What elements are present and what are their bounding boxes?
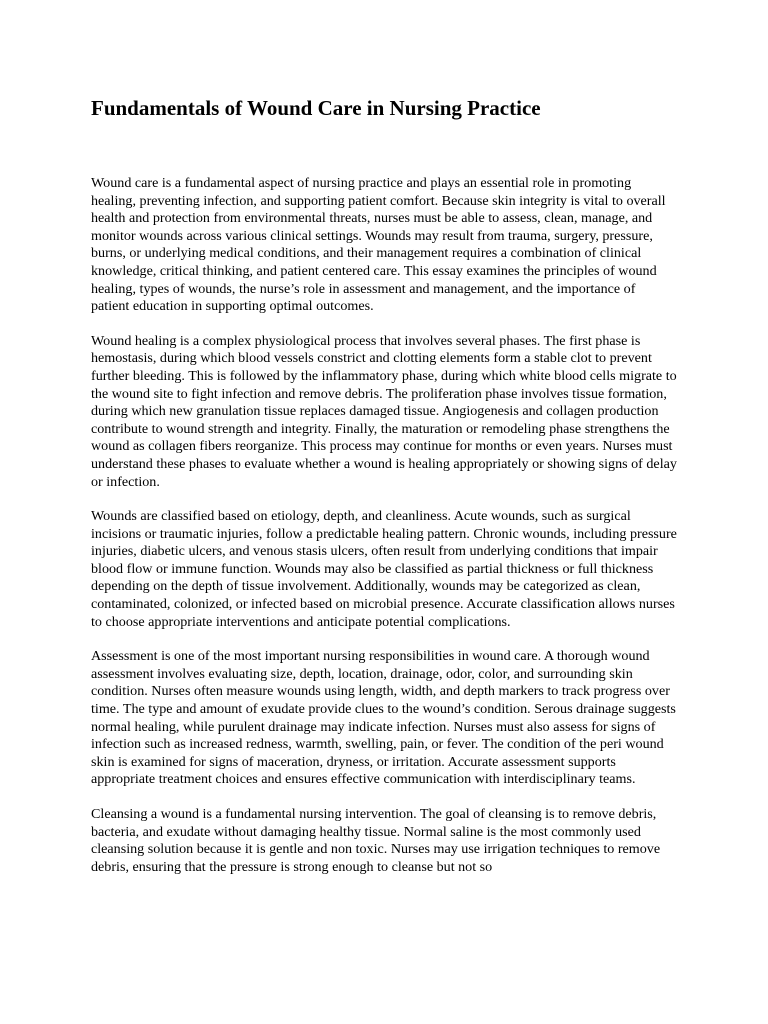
paragraph-wound-healing: Wound healing is a complex physiological process that involves several phases. The first phase is hemostasis, during which blood vessels constrict and clotting elements form a stable clot to prevent further bleeding. This is followed by the inflammatory phase, during which white blood cells migrate to the wound site to fight infection and remove debris. The proliferation phase involves tissue formation, during which new granulation tissue replaces damaged tissue. Angiogenesis and collagen production contribute to wound strength and integrity. Finally, the maturation or remodeling phase strengthens the wound as collagen fibers reorganize. This process may continue for months or even years. Nurses must understand these phases to evaluate whether a wound is healing appropriately or showing signs of delay or infection. (91, 332, 677, 490)
paragraph-wound-classification: Wounds are classified based on etiology, depth, and cleanliness. Acute wounds, such as surgical incisions or traumatic injuries, follow a predictable healing pattern. Chronic wounds, including pressure injuries, diabetic ulcers, and venous stasis ulcers, often result from underlying conditions that impair blood flow or immune function. Wounds may also be classified as partial thickness or full thickness depending on the depth of tissue involvement. Additionally, wounds may be categorized as clean, contaminated, colonized, or infected based on microbial presence. Accurate classification allows nurses to choose appropriate interventions and anticipate potential complications. (91, 508, 677, 630)
paragraph-cleansing: Cleansing a wound is a fundamental nursing intervention. The goal of cleansing is to remove debris, bacteria, and exudate without damaging healthy tissue. Normal saline is the most commonly used cleansing solution because it is gentle and non toxic. Nurses may use irrigation techniques to remove debris, ensuring that the pressure is strong enough to cleanse but not so (91, 806, 661, 875)
paragraph-assessment: Assessment is one of the most important nursing responsibilities in wound care. A thorough wound assessment involves evaluating size, depth, location, drainage, odor, color, and surrounding skin condition. Nurses often measure wounds using length, width, and depth markers to track progress over time. The type and amount of exudate provide clues to the wound’s condition. Serous drainage suggests normal healing, while purulent drainage may indicate infection. Nurses must also assess for signs of infection such as increased redness, warmth, swelling, pain, or fever. The condition of the peri wound skin is examined for signs of maceration, dryness, or irritation. Accurate assessment supports appropriate treatment choices and ensures effective communication with interdisciplinary teams. (91, 648, 676, 788)
document-body (91, 175, 677, 893)
paragraph-intro: Wound care is a fundamental aspect of nursing practice and plays an essential role in promoting healing, preventing infection, and supporting patient comfort. Because skin integrity is vital to overall health and protection from environmental threats, nurses must be able to assess, clean, manage, and monitor wounds across various clinical settings. Wounds may result from trauma, surgery, pressure, burns, or underlying medical conditions, and their management requires a combination of clinical knowledge, critical thinking, and patient centered care. This essay examines the principles of wound healing, types of wounds, the nurse’s role in assessment and management, and the importance of patient education in supporting optimal outcomes. (91, 175, 666, 315)
document-title: Fundamentals of Wound Care in Nursing Practice (91, 96, 541, 120)
